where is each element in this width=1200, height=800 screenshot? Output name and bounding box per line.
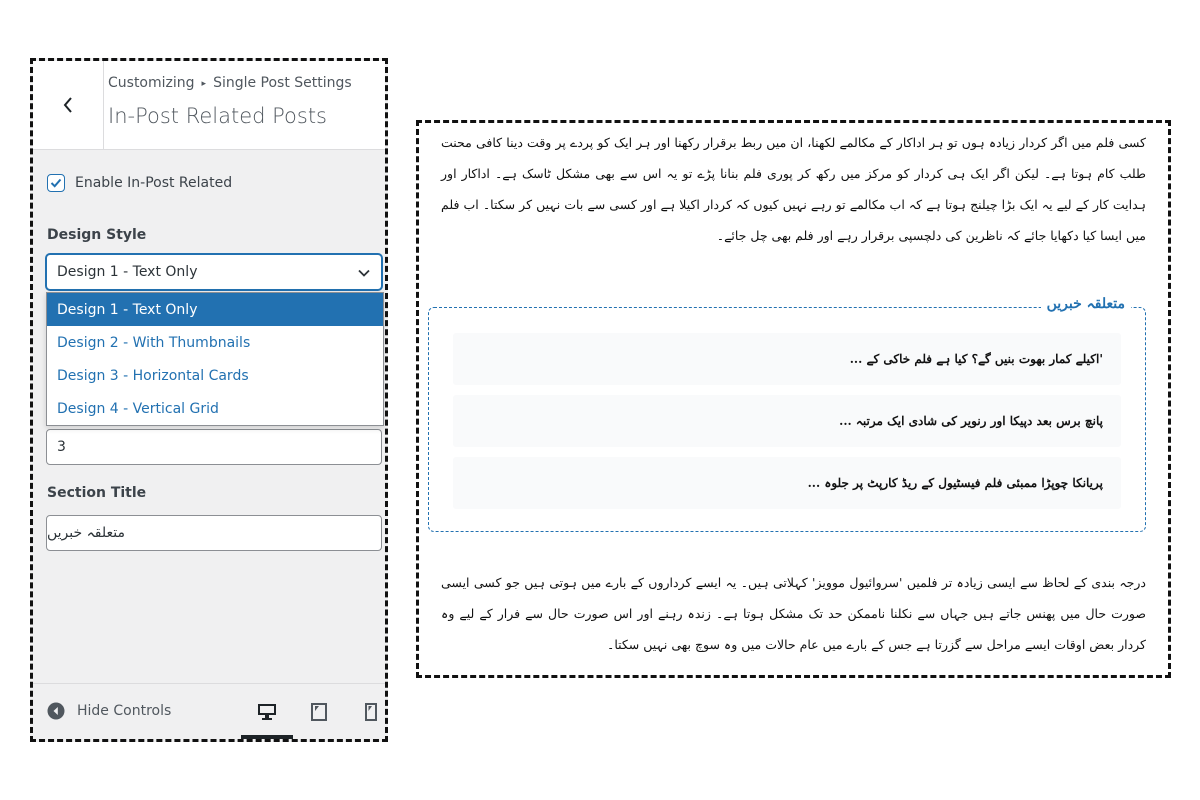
chevron-down-icon [357,266,371,280]
section-title-input[interactable] [46,515,382,551]
hide-controls-label: Hide Controls [77,703,172,719]
tablet-preview-button[interactable] [307,700,331,724]
mobile-preview-button[interactable] [359,700,383,724]
related-post-item[interactable]: پانچ برس بعد دپیکا اور رنویر کی شادی ایک مرتبہ ... [453,395,1121,447]
section-title-label: Section Title [47,485,147,501]
design-style-selected-value: Design 1 - Text Only [57,264,198,280]
breadcrumb-root: Customizing [108,75,195,91]
back-button[interactable] [33,61,104,149]
design-option-2[interactable]: Design 2 - With Thumbnails [57,334,251,351]
design-option-3[interactable]: Design 3 - Horizontal Cards [57,367,249,384]
related-posts-box [428,296,1146,532]
desktop-icon [257,703,277,721]
article-preview [416,120,1171,678]
breadcrumb-separator: ▸ [201,79,207,89]
panel-header [33,61,385,150]
design-style-label: Design Style [47,227,147,243]
enable-related-label: Enable In-Post Related [75,175,233,191]
customizer-panel [30,58,388,742]
design-option-4[interactable]: Design 4 - Vertical Grid [57,400,219,417]
design-option-1[interactable]: Design 1 - Text Only [47,293,383,326]
chevron-left-icon [61,95,75,115]
article-paragraph-2: درجہ بندی کے لحاظ سے ایسی زیادہ تر فلمیں 'سروائیول موویز' کہلاتی ہیں۔ یہ ایسے کرداروں کے بارے میں ہوتی ہیں جو کسی ایسی صورت حال میں پھنس جاتے ہیں جہاں سے نکلنا ناممکن حد تک مشکل ہوتا ہے۔ زندہ رہنے اور اس صورت حال سے فرار کے لیے وہ کردار بعض اوقات ایسے مراحل سے گزرتا ہے جس کے بارے میں عام حالات میں وہ سوچ بھی نہیں سکتا۔ [441,575,1146,652]
collapse-arrow-icon [47,702,65,720]
enable-related-checkbox[interactable] [47,174,65,192]
design-style-dropdown [46,292,384,426]
active-device-indicator [241,735,293,739]
design-style-select[interactable] [46,254,382,290]
mobile-icon [365,703,377,721]
related-posts-title: متعلقہ خبریں [1041,296,1131,312]
article-paragraph-1: کسی فلم میں اگر کردار زیادہ ہوں تو ہر اداکار کے مکالمے لکھنا، ان میں ربط برقرار رکھنا اور ہر ایک کو پردے پر وقت دینا کافی محنت طلب کام ہوتا ہے۔ لیکن اگر ایک ہی کردار کو مرکز میں رکھ کر پوری فلم بنانا پڑے تو یہ اس سے بھی مشکل ٹاسک ہے۔ اداکار اور ہدایت کار کے لیے یہ ایک بڑا چیلنج ہوتا ہے کہ اب مکالمے تو رہے نہیں کیوں کہ کردار اکیلا ہے اور کسی سے بات نہیں کر سکتا۔ اب فلم میں ایسا کیا دکھایا جائے کہ ناظرین کی دلچسپی برقرار رہے اور فلم بھی چل جائے۔ [441,135,1146,243]
desktop-preview-button[interactable] [255,700,279,724]
hide-controls-button[interactable] [47,702,171,720]
checkmark-icon [49,176,63,190]
enable-related-row[interactable] [47,174,232,192]
section-title-value: متعلقہ خبریں [47,525,126,541]
breadcrumb [108,75,352,91]
posts-count-input[interactable]: 3 [46,429,382,465]
panel-footer [33,683,385,739]
tablet-icon [311,703,327,721]
panel-title: In-Post Related Posts [108,104,328,128]
related-post-item[interactable]: 'اکیلے کمار بھوت بنیں گے؟ کیا ہے فلم خاکی کے ... [453,333,1121,385]
breadcrumb-section: Single Post Settings [213,75,352,91]
related-post-item[interactable]: پریانکا چوپڑا ممبئی فلم فیسٹیول کے ریڈ کارپٹ پر جلوہ ... [453,457,1121,509]
